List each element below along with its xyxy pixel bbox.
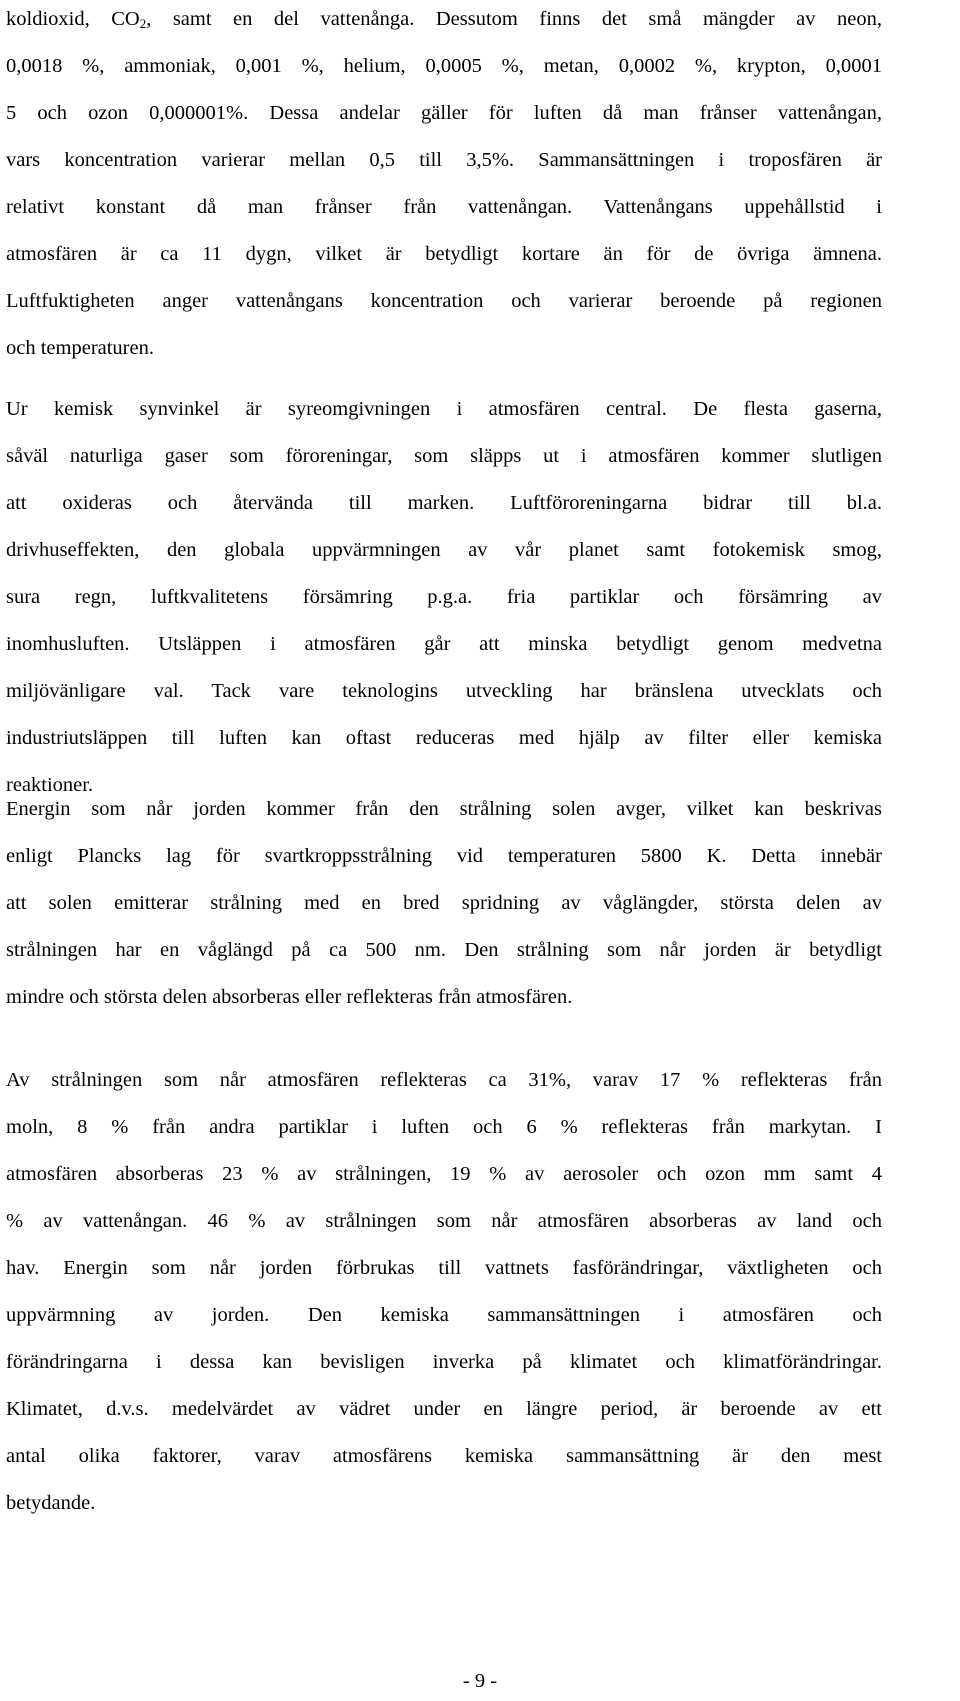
paragraph-line: strålningen har en våglängd på ca 500 nm. Den strålning som når jorden är betydligt [6,939,882,961]
paragraph-atmosphere-composition [6,0,882,372]
paragraph-line: enligt Plancks lag för svartkroppsstrålning vid temperaturen 5800 K. Detta innebär [6,845,882,867]
page-number: - 9 - [462,1670,498,1692]
paragraph-line: mindre och största delen absorberas eller reflekteras från atmosfären. [6,986,573,1008]
paragraph-line: att solen emitterar strålning med en bred spridning av våglängder, största delen av [6,892,882,914]
paragraph-line: och temperaturen. [6,337,154,359]
paragraph-line: Energin som når jorden kommer från den strålning solen avger, vilket kan beskrivas [6,798,882,820]
paragraph-line: drivhuseffekten, den globala uppvärmningen av vår planet samt fotokemisk smog, [6,539,882,561]
paragraph-line: antal olika faktorer, varav atmosfärens kemiska sammansättning är den mest [6,1445,882,1467]
paragraph-line: industriutsläppen till luften kan oftast reduceras med hjälp av filter eller kemiska [6,727,882,749]
paragraph-line: reaktioner. [6,774,94,796]
paragraph-radiation-budget [6,1057,882,1527]
paragraph-line: moln, 8 % från andra partiklar i luften och 6 % reflekteras från markytan. I [6,1116,882,1138]
paragraph-line: 5 och ozon 0,000001%. Dessa andelar gäller för luften då man frånser vattenångan, [6,102,882,124]
paragraph-line: inomhusluften. Utsläppen i atmosfären går att minska betydligt genom medvetna [6,633,882,655]
paragraph-line: såväl naturliga gaser som föroreningar, som släpps ut i atmosfären kommer slutligen [6,445,882,467]
paragraph-line: % av vattenångan. 46 % av strålningen som når atmosfären absorberas av land och [6,1210,882,1232]
paragraph-line: 0,0018 %, ammoniak, 0,001 %, helium, 0,0005 %, metan, 0,0002 %, krypton, 0,0001 [6,55,882,77]
paragraph-line: att oxideras och återvända till marken. Luftföroreningarna bidrar till bl.a. [6,492,882,514]
paragraph-line: miljövänligare val. Tack vare teknologins utveckling har bränslena utvecklats och [6,680,882,702]
paragraph-line: Ur kemisk synvinkel är syreomgivningen i atmosfären central. De flesta gaserna, [6,398,882,420]
paragraph-solar-energy [6,786,882,1021]
paragraph-line: Av strålningen som når atmosfären reflekteras ca 31%, varav 17 % reflekteras från [6,1069,882,1091]
paragraph-line: vars koncentration varierar mellan 0,5 till 3,5%. Sammansättningen i troposfären är [6,149,882,171]
paragraph-line: relativt konstant då man frånser från vattenångan. Vattenångans uppehållstid i [6,196,882,218]
paragraph-line: Klimatet, d.v.s. medelvärdet av vädret under en längre period, är beroende av ett [6,1398,882,1420]
paragraph-line: förändringarna i dessa kan bevisligen inverka på klimatet och klimatförändringar. [6,1351,882,1373]
paragraph-line: hav. Energin som når jorden förbrukas till vattnets fasförändringar, växtligheten och [6,1257,882,1279]
paragraph-line: Luftfuktigheten anger vattenångans koncentration och varierar beroende på regionen [6,290,882,312]
text-run: , samt en del vattenånga. Dessutom finns det små mängder av neon, [146,8,882,30]
paragraph-chemical-environment [6,386,882,809]
paragraph-line: atmosfären är ca 11 dygn, vilket är betydligt kortare än för de övriga ämnena. [6,243,882,265]
paragraph-line: sura regn, luftkvalitetens försämring p.g.a. fria partiklar och försämring av [6,586,882,608]
paragraph-line: uppvärmning av jorden. Den kemiska sammansättningen i atmosfären och [6,1304,882,1326]
paragraph-line [6,0,882,43]
text-run: koldioxid, CO [6,8,140,30]
paragraph-line: betydande. [6,1492,96,1514]
subscript: 2 [139,16,147,31]
paragraph-line: atmosfären absorberas 23 % av strålningen, 19 % av aerosoler och ozon mm samt 4 [6,1163,882,1185]
